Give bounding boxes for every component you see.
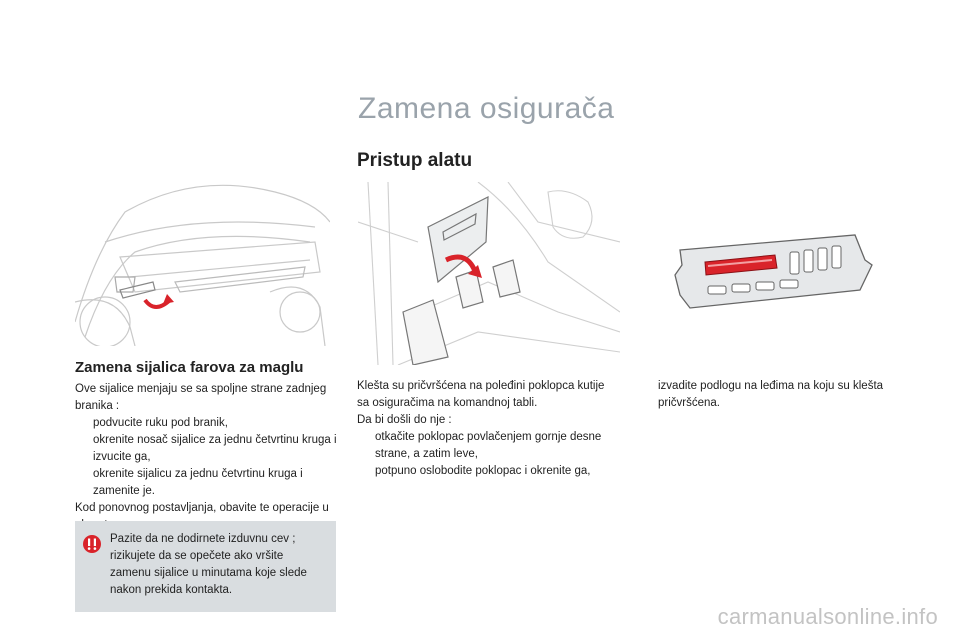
fuse-tool-illustration xyxy=(640,220,885,330)
list-item: izvadite podlogu na leđima na koju su klešta pričvršćena. xyxy=(640,378,885,412)
section-title: Pristup alatu xyxy=(357,150,473,171)
list-item: podvucite ruku pod branik, xyxy=(75,415,337,432)
list-item: otkačite poklopac povlačenjem gornje desne strane, a zatim leve, xyxy=(357,429,619,463)
fog-lamp-instructions xyxy=(75,381,337,534)
list-item: potpuno oslobodite poklopac i okrenite ga, xyxy=(357,463,619,480)
warning-icon xyxy=(83,535,101,553)
access-intro: Klešta su pričvršćena na poleđini poklopca kutije sa osiguračima na komandnoj tabli. xyxy=(357,380,605,409)
page-title: Zamena osigurača xyxy=(358,92,615,125)
access-instructions xyxy=(357,378,619,480)
bullet-icon xyxy=(640,378,658,412)
access-intro-2: Da bi došli do nje : xyxy=(357,414,452,426)
tool-instructions xyxy=(640,378,885,412)
bullet-icon xyxy=(75,415,93,432)
bullet-icon xyxy=(357,429,375,463)
fog-outro: Kod ponovnog postavljanja, obavite te operacije u xyxy=(75,502,329,514)
bullet-icon xyxy=(75,432,93,466)
footer-watermark: carmanualsonline.info xyxy=(717,604,938,629)
rear-bumper-illustration xyxy=(75,182,330,346)
bullet-icon xyxy=(75,466,93,500)
warning-text: Pazite da ne dodirnete izduvnu cev ; rizikujete da se opečete ako vršite zamenu sijalice u minutama koje slede nakon prekida kontakta. xyxy=(110,533,307,596)
bullet-icon xyxy=(357,463,375,480)
warning-box xyxy=(75,521,336,612)
list-item: okrenite nosač sijalice za jednu četvrtinu kruga i izvucite ga, xyxy=(75,432,337,466)
fog-lamp-title: Zamena sijalica farova za maglu xyxy=(75,359,304,376)
list-item: okrenite sijalicu za jednu četvrtinu kruga i zamenite je. xyxy=(75,466,337,500)
fog-intro: Ove sijalice menjaju se sa spoljne strane zadnjeg branika : xyxy=(75,383,327,412)
dashboard-pedals-illustration xyxy=(358,182,620,365)
